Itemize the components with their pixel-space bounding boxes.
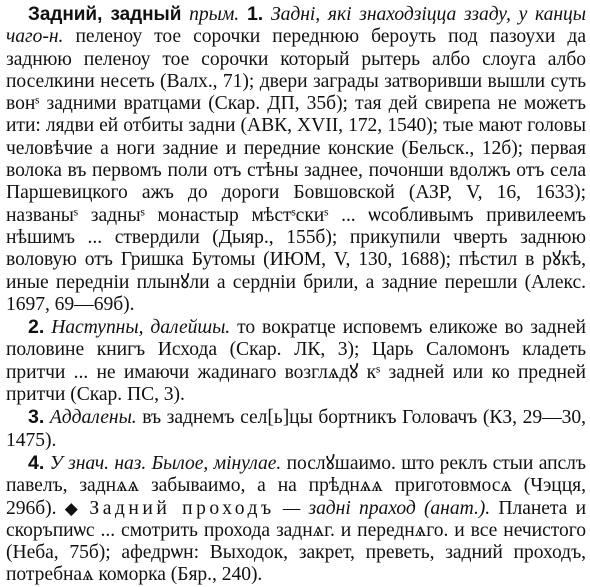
entry-sense-3 [6,406,586,452]
part-of-speech: прым. [189,4,240,25]
phrase-headword: Задний проходъ [89,497,275,519]
sense-gloss-1: Задні, які знаходзіцца ззаду, у канцы чаго-н. [6,4,587,48]
sense-citations-2: то вократце исповемъ еликоже во задней половине книгъ Исхода (Скар. ЛК, 3); Царь Саломонъ кладеть притчи ... не имаючи жадинаго возглѧдꙋ кˢ задней или ко предней притчи (Скар. ПС, 3). [6,317,586,406]
sense-citations-3: въ заднемъ сел[ь]цы бортникъ Головачъ (КЗ, 29—30, 1475). [6,407,586,451]
diamond-icon: ◆ [64,498,82,518]
headword: Задний, задный [28,4,182,25]
entry-sense-2 [6,316,586,406]
sense-number-4: 4. [28,451,45,474]
sense-number-1: 1. [246,3,264,25]
phrase-gloss: — задні праход (анат.). [282,497,491,519]
sense-citations-4b: Планета и скоръпиѡс ... смотрить прохода заднѧг. и переднѧго. и все нечистого (Неба, 75б); афедрѡн: Выходок, закрет, преветь, задний проходъ, потребнаѧ коморка (Бяр., 240). [6,497,587,586]
entry-sense-4 [6,452,586,587]
sense-gloss-3: Аддалены. [49,407,137,429]
sense-gloss-4: У знач. наз. Былое, мінулае. [49,452,282,474]
sense-citations-4a: послꙋшаимо. што реклъ стыи апслъ павелъ, заднѧѧ забываимо, а на прѣднѧѧ приготовмосѧ (Чэцця, 296б). [6,452,586,519]
sense-number-3: 3. [28,406,45,429]
sense-gloss-2: Наступны, далейшы. [51,317,231,339]
dictionary-entry [6,3,586,587]
sense-citations-1: пеленоу тое сорочки переднюю берoуть под пазоухи да заднюю пеленоу тое сорочки который рытерь албо слоуга албо поселкини несеть (Валх., 71); двери заграды затворивши вышли суть вонˢ задними вратцами (Скар. ДП, 35б); тая дей свирепа не можетъ ити: лядви ей отбиты задни (АВК, XVII, 172, 1540); тые мают головы человѣчие а ноги задние и передние конские (Бельск., 12б); первая волока въ первомъ поли отъ стѣны заднее, почонши вдолжъ отъ села Паршевицкого ажъ до дороги Бовшовской (АЗР, V, 16, 1633); названыˢ задныˢ монастыр мѣстˢскиˢ ... ѡсобливымъ привилеемъ нѣшимъ ... ствердили (Дыяр., 155б); прикупили чверть заднюю воловую отъ Гришка Бутомы (ИЮМ, V, 130, 1688); пѣстил в рꙋкѣ, иные передніи плынꙋли а серднiи брили, а задниe перешли (Алекс. 1697, 69—69б). [6,26,586,315]
sense-number-2: 2. [28,316,45,339]
entry-sense-1 [6,3,586,316]
